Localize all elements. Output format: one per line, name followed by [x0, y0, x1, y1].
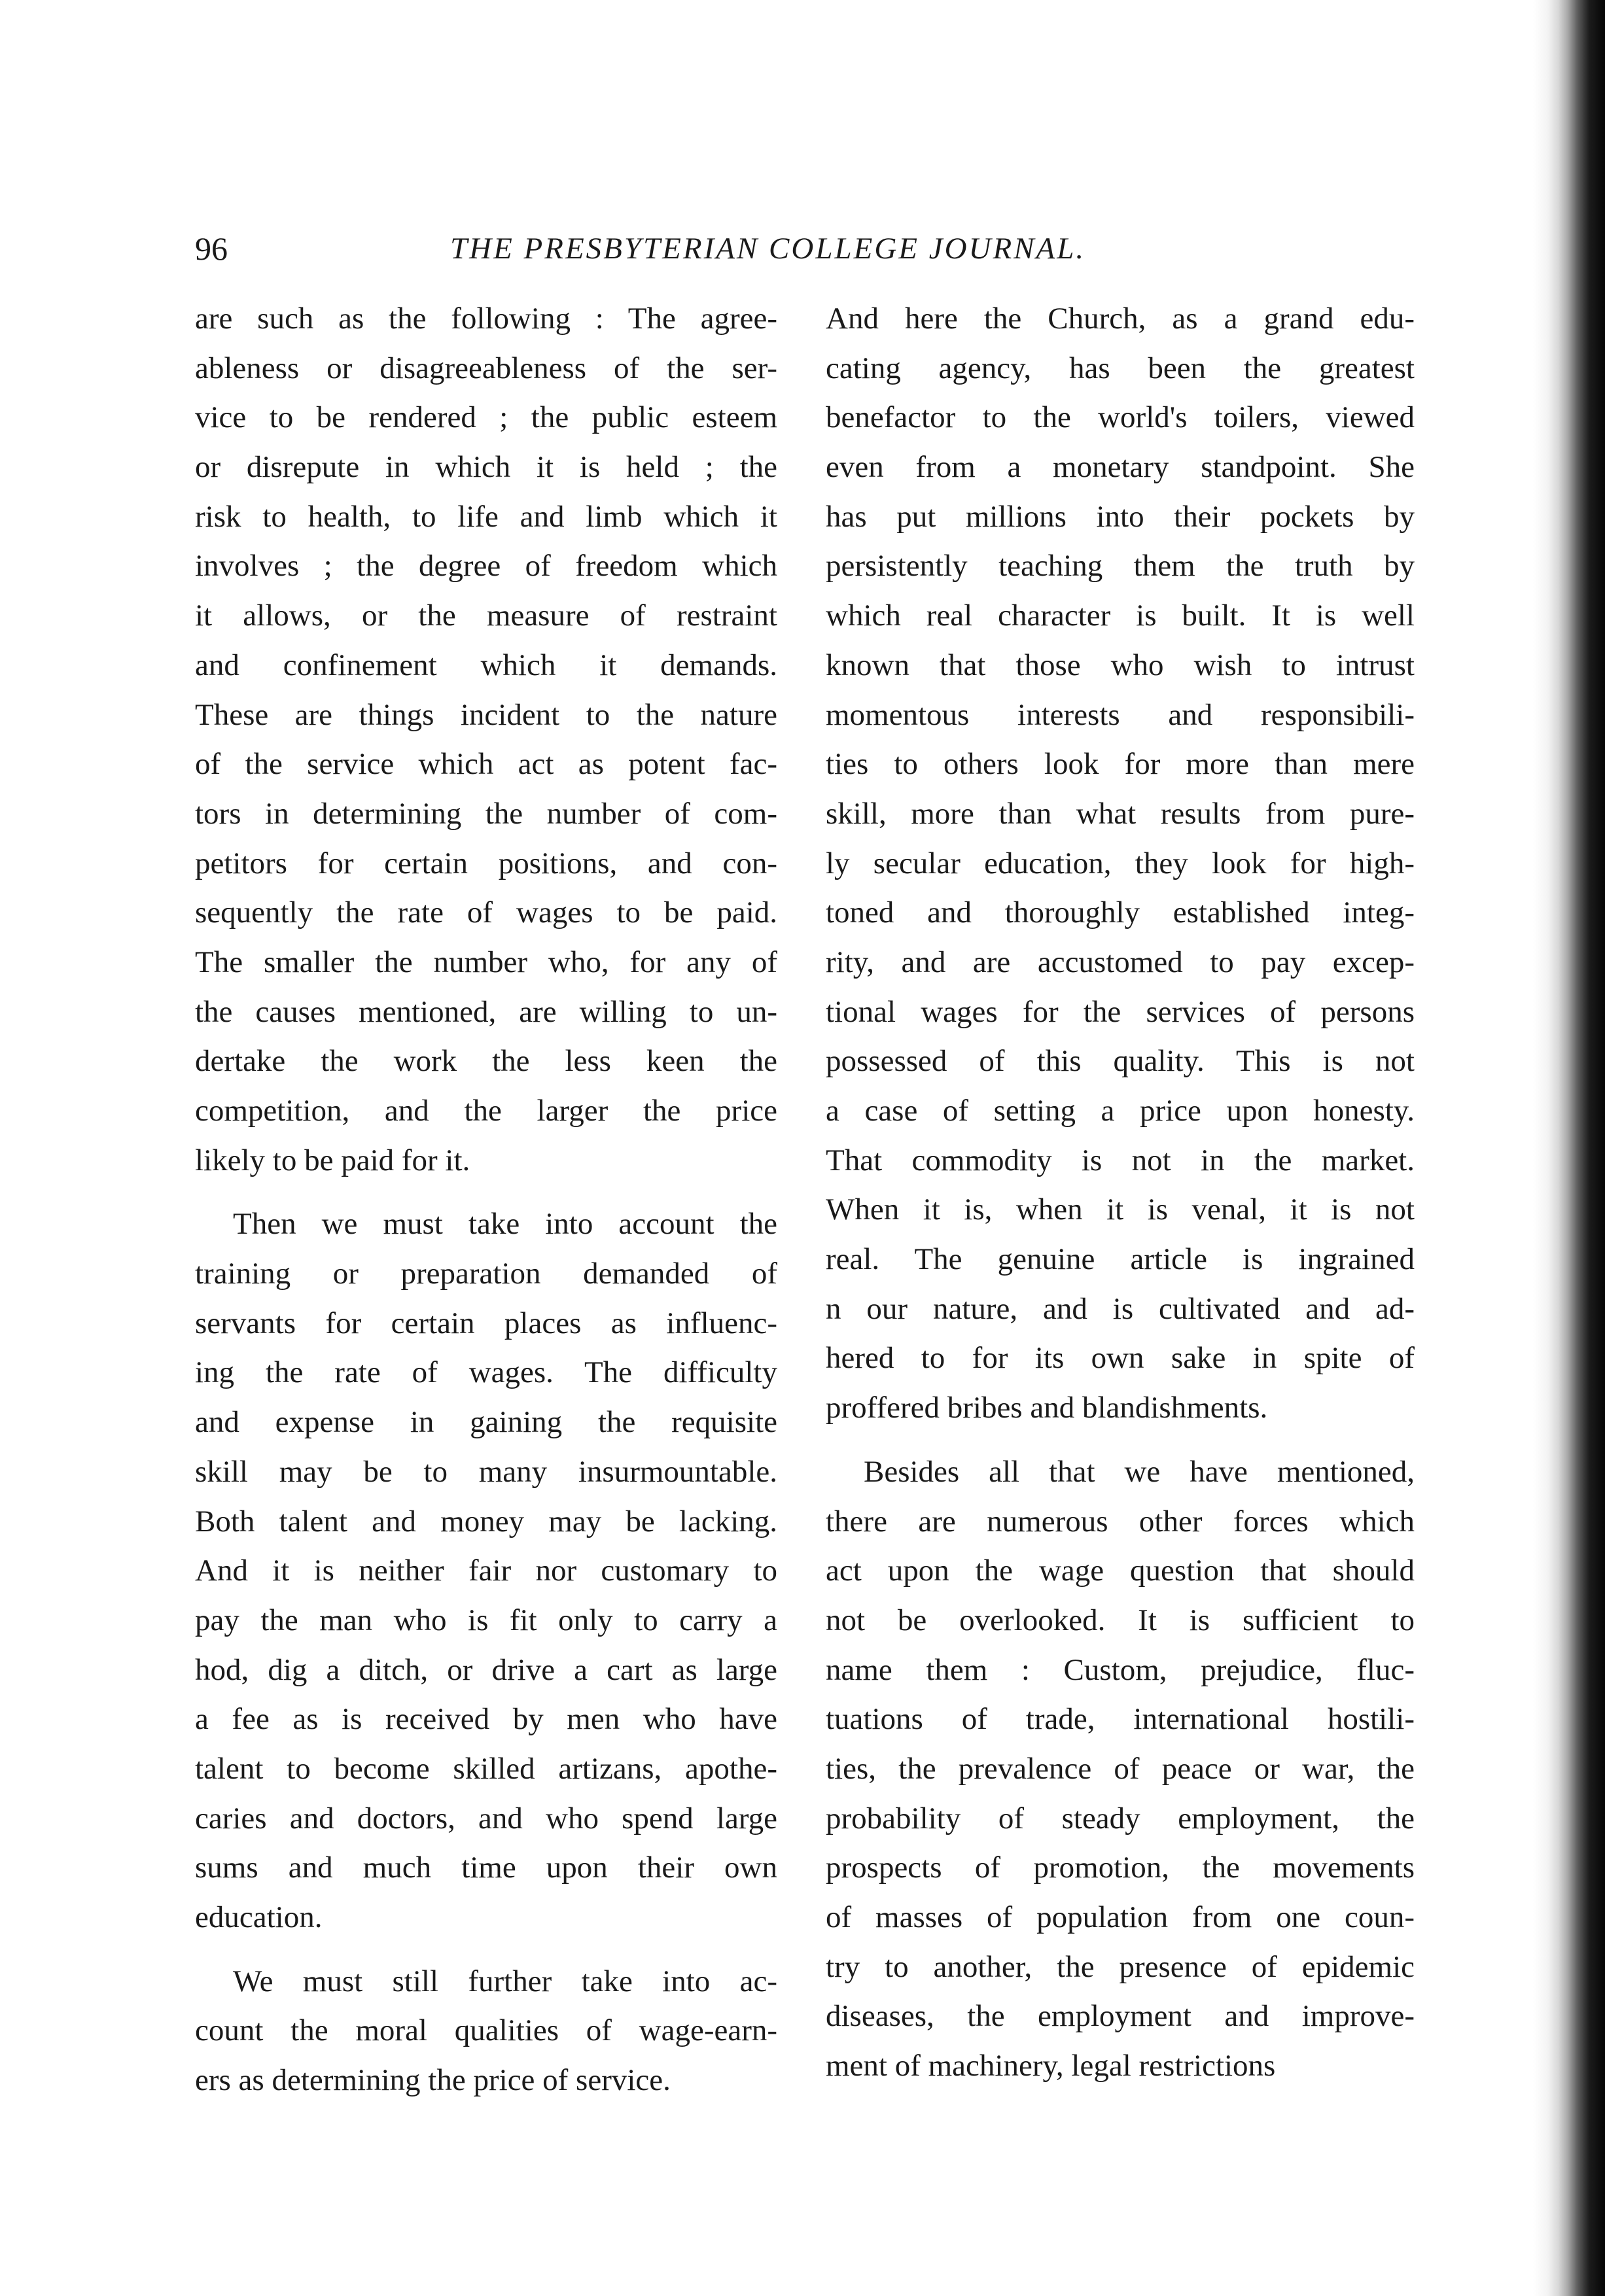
text-line: Besides all that we have mentioned,	[864, 1454, 1415, 1489]
text-line: hod, dig a ditch, or drive a cart as large	[195, 1652, 777, 1687]
page-binding-edge	[1533, 0, 1605, 2296]
text-line: dertake the work the less keen the	[195, 1044, 777, 1079]
text-line: Both talent and money may be lacking.	[195, 1504, 777, 1539]
text-line: or disrepute in which it is held ; the	[195, 450, 777, 485]
text-line: name them : Custom, prejudice, fluc-	[826, 1652, 1415, 1687]
paragraph	[195, 1200, 777, 1942]
text-line: count the moral qualities of wage-earn-	[195, 2013, 777, 2048]
text-line: ing the rate of wages. The difficulty	[195, 1355, 777, 1390]
text-line: tional wages for the services of persons	[826, 994, 1415, 1029]
text-line: competition, and the larger the price	[195, 1094, 777, 1128]
text-line: hered to for its own sake in spite of	[826, 1341, 1415, 1376]
text-line: known that those who wish to intrust	[826, 648, 1415, 682]
text-line: skill, more than what results from pure-	[826, 796, 1415, 831]
text-line: real. The genuine article is ingrained	[826, 1242, 1415, 1277]
text-line: even from a monetary standpoint. She	[826, 450, 1415, 485]
paragraph	[826, 294, 1415, 1433]
text-line: talent to become skilled artizans, apothe-	[195, 1751, 777, 1786]
text-line: ableness or disagreeableness of the ser-	[195, 351, 777, 385]
text-line: probability of steady employment, the	[826, 1801, 1415, 1835]
text-line: sequently the rate of wages to be paid.	[195, 896, 777, 930]
text-line: ly secular education, they look for high-	[826, 846, 1415, 880]
text-line: involves ; the degree of freedom which	[195, 549, 777, 583]
text-line: sums and much time upon their own	[195, 1851, 777, 1885]
text-line: act upon the wage question that should	[826, 1554, 1415, 1588]
text-line: are such as the following : The agree-	[195, 302, 777, 336]
text-line: benefactor to the world's toilers, viewed	[826, 400, 1415, 435]
text-line: ment of machinery, legal restrictions	[826, 2049, 1276, 2083]
text-line: a case of setting a price upon honesty.	[826, 1094, 1415, 1128]
text-line: likely to be paid for it.	[195, 1143, 470, 1177]
text-line: not be overlooked. It is sufficient to	[826, 1603, 1415, 1637]
text-line: ties to others look for more than mere	[826, 747, 1415, 782]
text-line: training or preparation demanded of	[195, 1257, 777, 1291]
text-line: and confinement which it demands.	[195, 648, 777, 682]
text-line: possessed of this quality. This is not	[826, 1044, 1415, 1079]
text-line: has put millions into their pockets by	[826, 499, 1415, 534]
text-line: cating agency, has been the greatest	[826, 351, 1415, 385]
text-line: pay the man who is fit only to carry a	[195, 1603, 777, 1637]
text-line: The smaller the number who, for any of	[195, 945, 777, 979]
paragraph	[195, 1957, 777, 2106]
text-line: persistently teaching them the truth by	[826, 549, 1415, 583]
text-line: prospects of promotion, the movements	[826, 1851, 1415, 1885]
running-title: THE PRESBYTERIAN COLLEGE JOURNAL.	[450, 232, 1086, 266]
text-line: tors in determining the number of com-	[195, 796, 777, 831]
text-line: And here the Church, as a grand edu-	[826, 302, 1415, 336]
right-text-column	[826, 294, 1415, 2091]
text-line: Then we must take into account the	[233, 1207, 777, 1242]
text-line: ties, the prevalence of peace or war, the	[826, 1751, 1415, 1786]
text-line: We must still further take into ac-	[233, 1964, 777, 1998]
text-line: rity, and are accustomed to pay excep-	[826, 945, 1415, 979]
paragraph	[195, 294, 777, 1185]
text-line: of masses of population from one coun-	[826, 1900, 1415, 1934]
text-line: These are things incident to the nature	[195, 697, 777, 732]
text-line: diseases, the employment and improve-	[826, 1999, 1415, 2034]
text-line: risk to health, to life and limb which it	[195, 499, 777, 534]
page-number: 96	[195, 230, 228, 267]
text-line: the causes mentioned, are willing to un-	[195, 994, 777, 1029]
text-line: caries and doctors, and who spend large	[195, 1801, 777, 1835]
text-line: skill may be to many insurmountable.	[195, 1454, 777, 1489]
text-line: there are numerous other forces which	[826, 1504, 1415, 1539]
page-header	[195, 222, 1233, 275]
text-line: proffered bribes and blandishments.	[826, 1391, 1268, 1425]
left-text-column	[195, 294, 777, 2106]
text-line: ers as determining the price of service.	[195, 2063, 671, 2098]
text-line: And it is neither fair nor customary to	[195, 1554, 777, 1588]
text-line: vice to be rendered ; the public esteem	[195, 400, 777, 435]
text-line: momentous interests and responsibili-	[826, 697, 1415, 732]
text-line: petitors for certain positions, and con-	[195, 846, 777, 880]
text-line: a fee as is received by men who have	[195, 1702, 777, 1737]
text-line: servants for certain places as influenc-	[195, 1306, 777, 1340]
text-line: education.	[195, 1900, 323, 1934]
text-line: and expense in gaining the requisite	[195, 1405, 777, 1440]
paragraph	[826, 1448, 1415, 2091]
text-line: try to another, the presence of epidemic	[826, 1949, 1415, 1984]
text-line: of the service which act as potent fac-	[195, 747, 777, 782]
text-line: which real character is built. It is well	[826, 599, 1415, 633]
text-line: it allows, or the measure of restraint	[195, 599, 777, 633]
text-line: toned and thoroughly established integ-	[826, 896, 1415, 930]
text-line: That commodity is not in the market.	[826, 1143, 1415, 1177]
text-line: tuations of trade, international hostili-	[826, 1702, 1415, 1737]
text-line: n our nature, and is cultivated and ad-	[826, 1291, 1415, 1326]
text-line: When it is, when it is venal, it is not	[826, 1192, 1415, 1227]
